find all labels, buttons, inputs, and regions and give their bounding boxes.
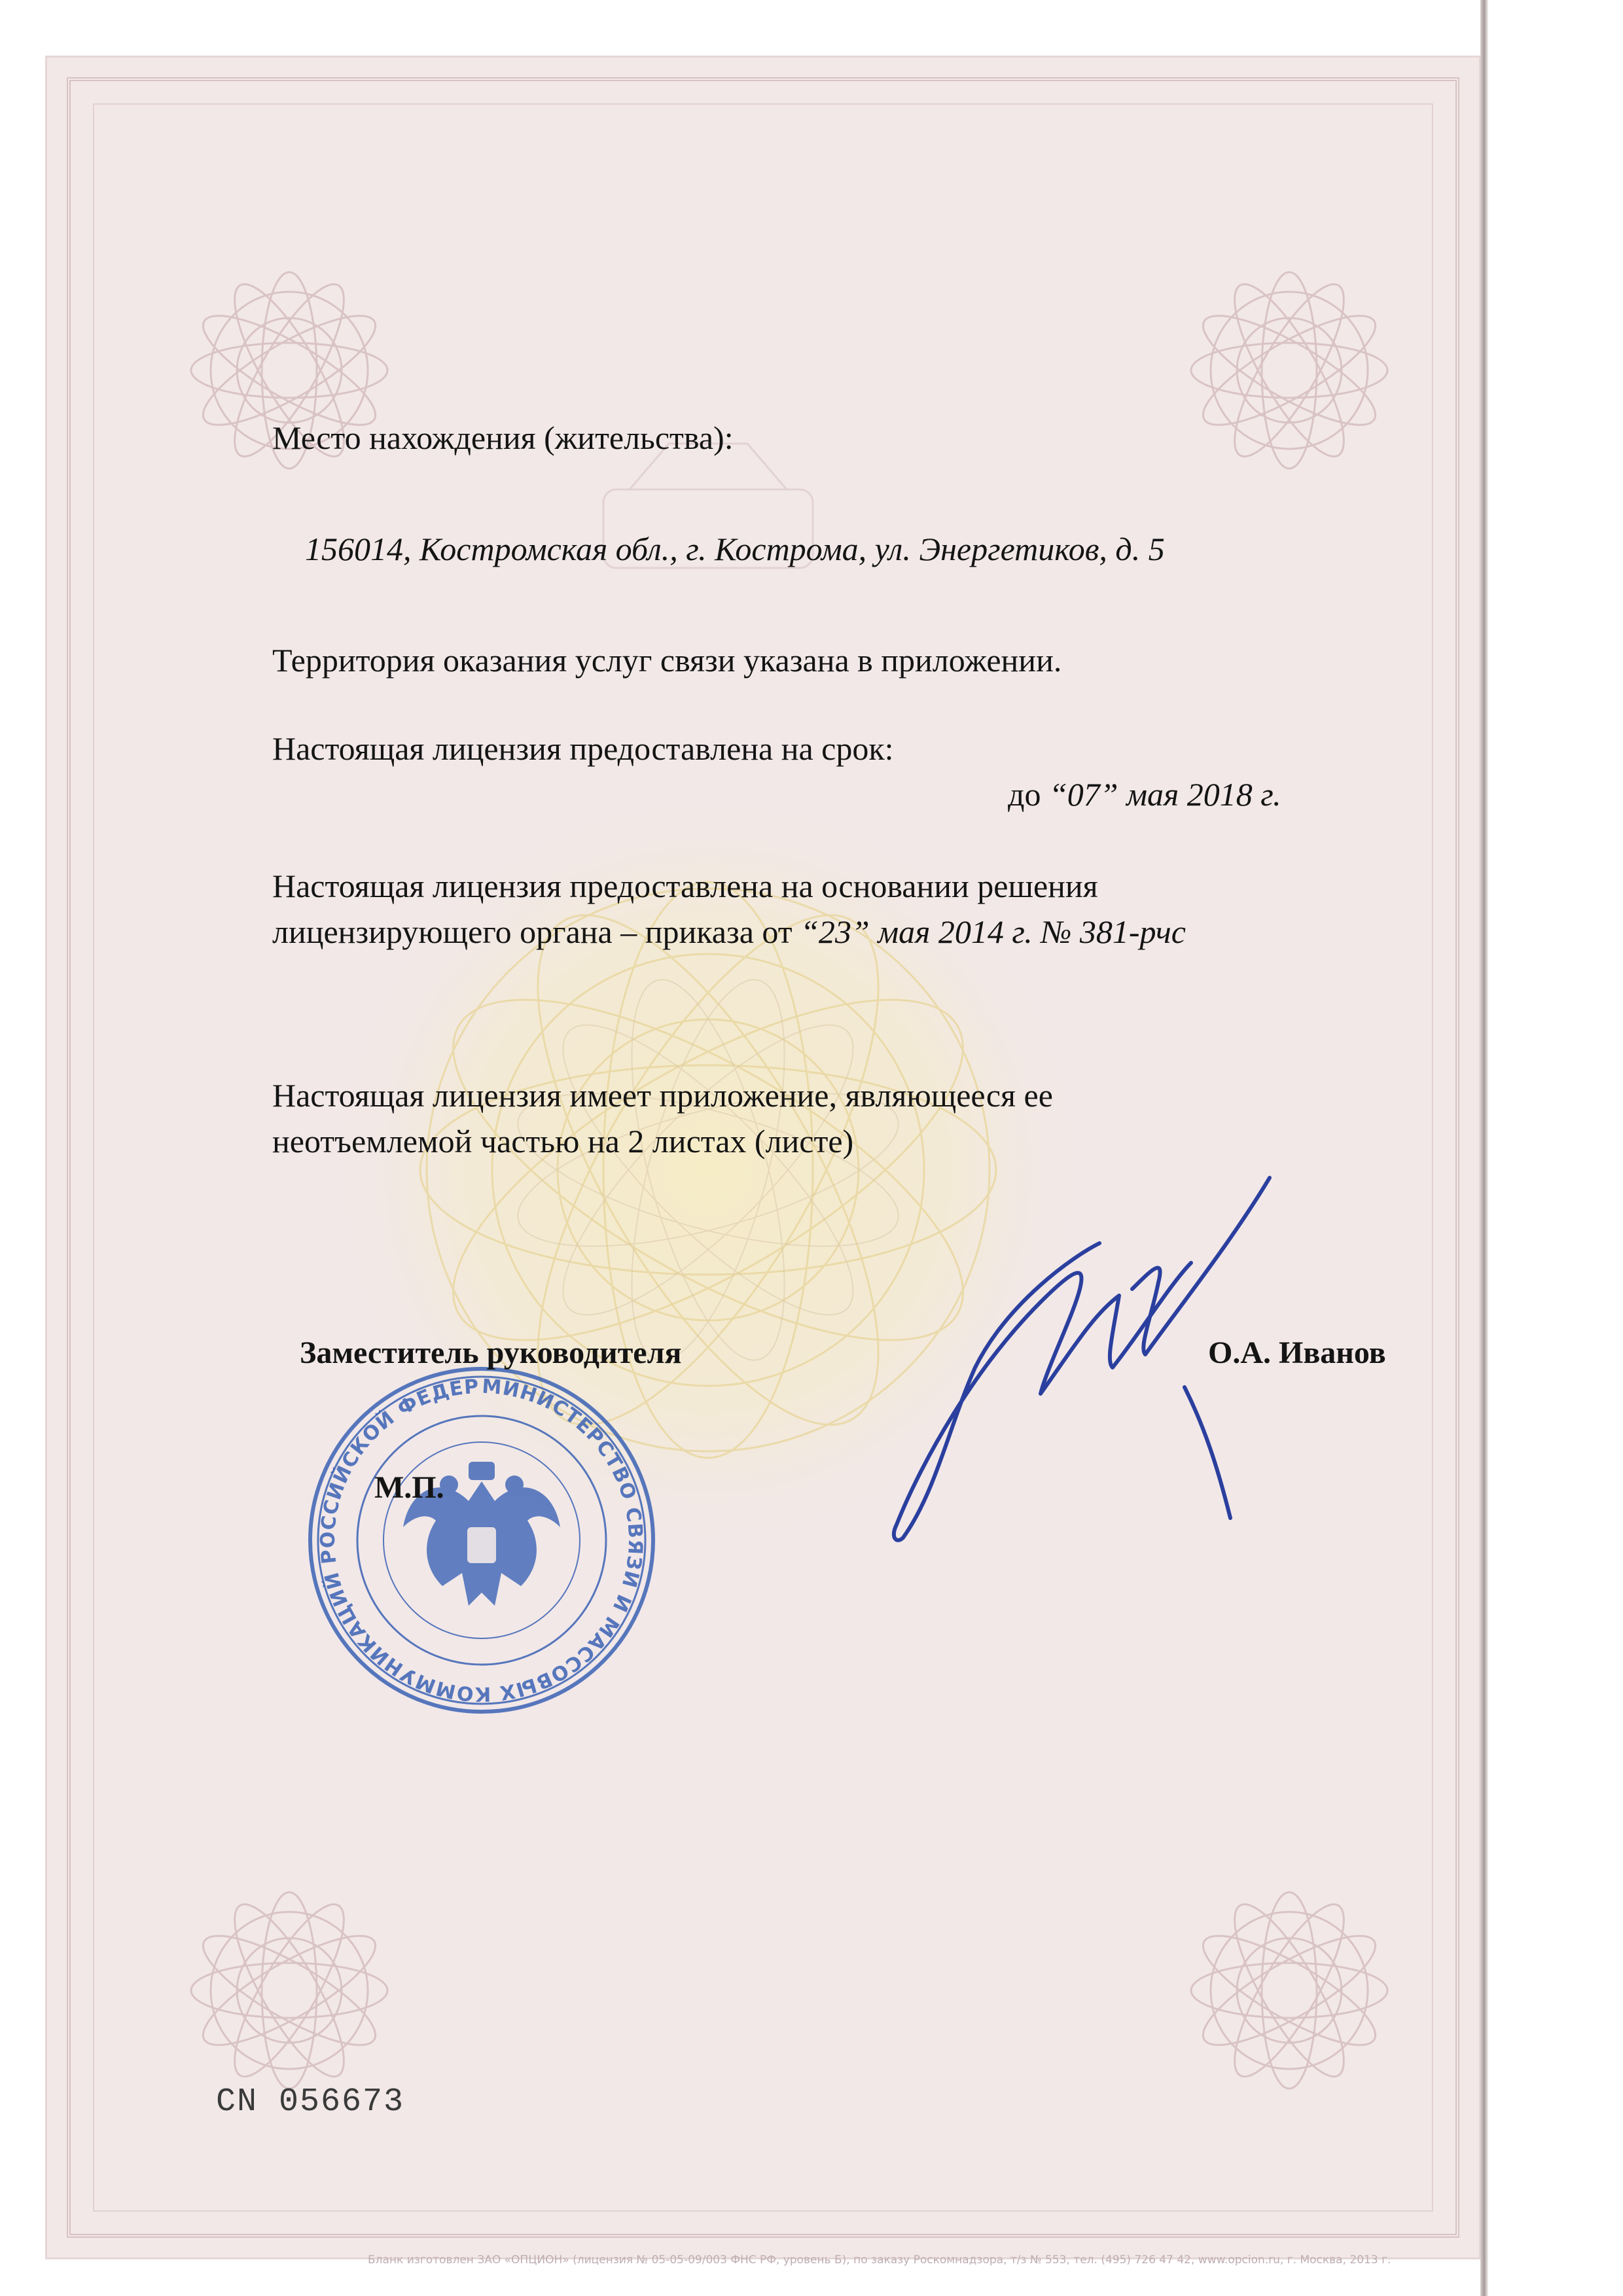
form-serial-number: CN 056673 <box>216 2083 405 2121</box>
handwritten-signature <box>877 1152 1322 1557</box>
appendix-line-2: неотъемлемой частью на 2 листах (листе) <box>272 1123 854 1159</box>
signatory-position: Заместитель руководителя <box>300 1335 682 1370</box>
sheet-edge <box>1480 0 1488 2296</box>
basis-line-1: Настоящая лицензия предоставлена на основании решения <box>272 868 1098 904</box>
territory-note: Территория оказания услуг связи указана в приложении. <box>272 642 1062 679</box>
seal-place-label: М.П. <box>374 1470 444 1505</box>
address-value: 156014, Костромская обл., г. Кострома, ул. Энергетиков, д. 5 <box>305 531 1165 567</box>
seal-ring-text: МИНИСТЕРСТВО СВЯЗИ И МАССОВЫХ КОММУНИКАЦИЙ РОССИЙСКОЙ ФЕДЕР <box>316 1375 647 1706</box>
address-label: Место нахождения (жительства): <box>272 419 734 456</box>
official-seal-stamp <box>298 1357 665 1723</box>
signatory-name: О.А. Иванов <box>1208 1335 1386 1370</box>
term-date: до “07” мая 2018 г. <box>1008 776 1281 813</box>
term-label: Настоящая лицензия предоставлена на срок: <box>272 730 894 767</box>
basis-line-2: лицензирующего органа – приказа от “23” мая 2014 г. № 381-рчс <box>272 913 1186 950</box>
printer-imprint: Бланк изготовлен ЗАО «ОПЦИОН» (лицензия № 05-05-09/003 ФНС РФ, уровень Б), по заказу Роскомнадзора, т/з № 553, тел. (495) 726 47 42, www.opcion.ru, г. Москва, 2013 г. <box>368 2253 1391 2267</box>
appendix-line-1: Настоящая лицензия имеет приложение, являющееся ее <box>272 1077 1053 1114</box>
